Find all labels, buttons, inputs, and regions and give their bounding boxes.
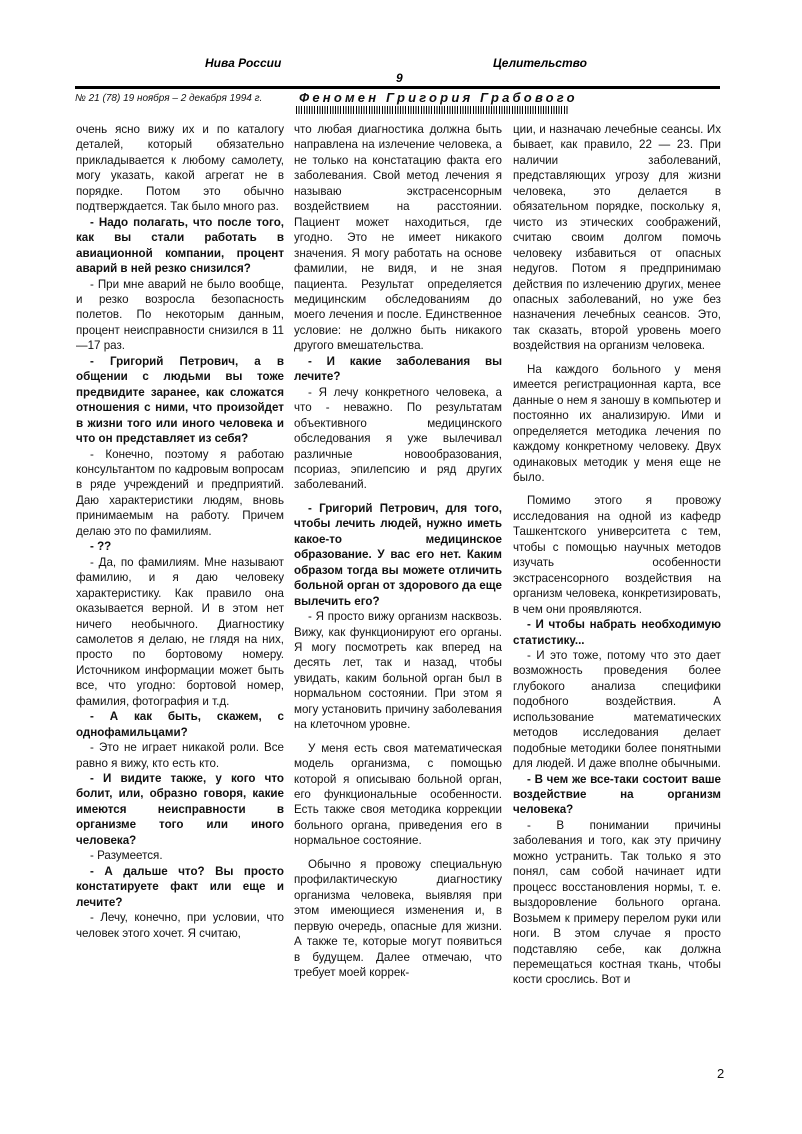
article-paragraph: - Конечно, поэтому я работаю консультантом по кадровым вопросам в ряде учреждений и предприятий. Даю характеристики людям, вновь принимаемым на работу. Причем делаю это по фамилиям.	[76, 447, 284, 538]
issue-info: № 21 (78) 19 ноября – 2 декабря 1994 г.	[75, 93, 263, 104]
article-paragraph: - Я лечу конкретного человека, а что - неважно. По результатам объективного медицинского обследования я уже вылечивал различные новообразования, псориаз, эпилепсию и ряд других заболеваний.	[294, 385, 502, 492]
header-rule	[75, 86, 720, 89]
article-column-3	[513, 122, 721, 988]
article-paragraph: ции, и назначаю лечебные сеансы. Их бывает, как правило, 22 — 23. При наличии заболеваний, представляющих угрозу для жизни человека, это делается в обязательном порядке, поскольку я, чисто из этических соображений, считаю своим долгом помочь человеку избавиться от опасных недугов. Потом я предпринимаю действия по излечению других, менее опасных заболеваний, но уже без назначения лечебных сеансов. Это, так сказать, второй уровень моего воздействия на организм человека.	[513, 123, 721, 353]
publication-name: Нива России	[205, 56, 282, 70]
article-paragraph: - Я просто вижу организм насквозь. Вижу, как функционируют его органы. Я могу посмотреть как вперед на десять лет, так и назад, чтобы увидать, каким больной орган был в нормальном состоянии. При этом я могу установить причину заболевания на клеточном уровне.	[294, 610, 502, 732]
article-paragraph: - Это не играет никакой роли. Все равно я вижу, кто есть кто.	[76, 741, 284, 770]
article-column-2	[294, 122, 502, 980]
article-paragraph: - Разумеется.	[90, 849, 163, 863]
page-number-top: 9	[396, 71, 403, 85]
article-paragraph: На каждого больного у меня имеется регистрационная карта, все данные о нем я заношу в компьютер и постоянно их анализирую. Ими и определяется методика лечения по каждому конкретному человеку. Двух одинаковых методик у меня еще не было.	[513, 362, 721, 484]
interview-question: - Надо полагать, что после того, как вы стали работать в авиационной компании, процент аварий в ней резко снизился?	[76, 215, 284, 276]
article-paragraph: У меня есть своя математическая модель организма, с помощью которой я описываю больной орган, его функциональные особенности. Есть также своя методика коррекции больного органа, приведения его в нормальное состояние.	[294, 741, 502, 848]
article-paragraph: очень ясно вижу их и по каталогу деталей, который обязательно прикладывается к любому самолету, могу указать, какой агрегат не в порядке. Потом это обычно подтверждается. Так было много раз.	[76, 123, 284, 214]
article-paragraph: - При мне аварий не было вообще, и резко возросла безопасность полетов. По некоторым данным, процент неисправности снизился в 11—17 раз.	[76, 277, 284, 353]
page-number-bottom: 2	[717, 1066, 725, 1081]
feature-title: Феномен Григория Грабового	[299, 90, 578, 105]
interview-question: - И видите также, у кого что болит, или, образно говоря, какие имеются неисправности в организме того или иного человека?	[76, 772, 284, 847]
article-paragraph: что любая диагностика должна быть направлена на излечение человека, а не только на констатацию факта его заболевания. Свой метод лечения я называю экстрасенсорным воздействием на расстоянии. Пациент может находиться, где угодно. Это не имеет никакого значения. Я могу работать на основе фамилии, не видя, и не зная пациента. Результат определяется медицинским обследованиям до моего лечения и после. Единственное условие: не должно быть никакого другого вмешательства.	[294, 123, 502, 353]
interview-question: - Григорий Петрович, а в общении с людьми вы тоже предвидите заранее, как сложатся отношения с ними, что произойдет в жизни того или иного человека и что он представляет из себя?	[76, 354, 284, 446]
section-name: Целительство	[493, 56, 587, 70]
interview-question: - ??	[90, 540, 112, 554]
interview-question: - А дальше что? Вы просто констатируете факт или еще и лечите?	[76, 864, 284, 909]
article-paragraph: - В понимании причины заболевания и того, как эту причину можно устранить. Так только я это понял, сам собой начинает идти процесс восстановления нормы, т. е. выздоровление больного органа. Возьмем к примеру перелом руки или ноги. В этом случае я просто подставляю себе, как должна перемещаться костная ткань, чтобы кости срослись. Вот и	[513, 818, 721, 987]
article-paragraph: - И это тоже, потому что это дает возможность проведения более глубокого анализа специфики подобного воздействия. А использование математических методов исследования делает подобные методики более понятными для людей. И даже вполне обычными.	[513, 648, 721, 771]
interview-question: - В чем же все-таки состоит ваше воздействие на организм человека?	[513, 772, 721, 817]
title-underline-decoration	[296, 106, 568, 114]
interview-question: - А как быть, скажем, с однофамильцами?	[76, 710, 284, 739]
article-paragraph: - Да, по фамилиям. Мне называют фамилию, и я даю человеку характеристику. Как правило она оказывается верной. И в этом нет ничего необычного. Диагностику самолетов я делаю, не глядя на них, просто по бортовому номеру. Источником информации может быть все, что угодно: бортовой номер, фамилия, фотография и т.д.	[76, 555, 284, 708]
interview-question: - Григорий Петрович, для того, чтобы лечить людей, нужно иметь какое-то медицинское образование. У вас его нет. Каким образом тогда вы можете отличить больной орган от здорового да еще вылечить его?	[294, 501, 502, 608]
interview-question: - И какие заболевания вы лечите?	[294, 354, 502, 384]
article-column-1	[76, 122, 284, 941]
interview-question: - И чтобы набрать необходимую статистику...	[513, 618, 721, 647]
article-paragraph: - Лечу, конечно, при условии, что человек этого хочет. Я считаю,	[76, 911, 284, 940]
article-paragraph: Помимо этого я провожу исследования на одной из кафедр Ташкентского университета с тем, чтобы с помощью научных методов изучать особенности экстрасенсорного воздействия на организм человека, конкретизировать, в чем они проявляются.	[513, 494, 721, 616]
article-paragraph: Обычно я провожу специальную профилактическую диагностику организма человека, выявляя при этом имеющиеся изменения и, в первую очередь, опасные для жизни. А также те, которые могут появиться в будущем. Далее отмечаю, что требует моей коррек-	[294, 857, 502, 980]
